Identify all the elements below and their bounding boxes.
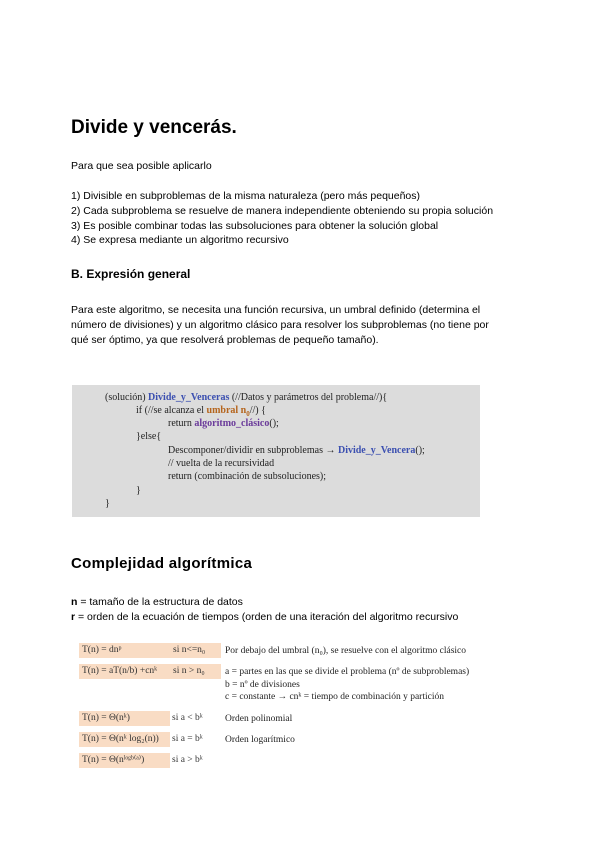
code-line: // vuelta de la recursividad bbox=[168, 458, 275, 469]
list-item: 4) Se expresa mediante un algoritmo recursivo bbox=[71, 234, 289, 247]
formula-cell: T(n) = Θ(nᵏ) bbox=[79, 711, 170, 726]
condition-cell: si n > n₀ bbox=[170, 664, 221, 679]
list-item: 3) Es posible combinar todas las subsoluciones para obtener la solución global bbox=[71, 219, 439, 232]
intro-text: Para que sea posible aplicarlo bbox=[71, 160, 212, 172]
condition-cell: si a < bᵏ bbox=[172, 713, 203, 723]
code-line: Descomponer/dividir en subproblemas → Divide_y_Vencera(); bbox=[168, 445, 425, 456]
formula-cell: T(n) = Θ(nᵏ log₂(n)) bbox=[79, 732, 170, 747]
list-item: 2) Cada subproblema se resuelve de manera independiente obteniendo su propia solución bbox=[71, 204, 494, 217]
description-cell: Orden polinomial bbox=[225, 714, 293, 724]
section-b-heading: B. Expresión general bbox=[71, 267, 191, 281]
code-line: }else{ bbox=[136, 431, 162, 442]
condition-cell: si a = bᵏ bbox=[172, 734, 203, 744]
code-line: } bbox=[136, 485, 141, 496]
code-line: if (//se alcanza el umbral $n_0//$) { bbox=[136, 405, 266, 418]
function-name: Divide_y_Venceras bbox=[148, 392, 230, 403]
paragraph-line: Para este algoritmo, se necesita una función recursiva, un umbral definido (determina el bbox=[71, 304, 481, 316]
list-item: 1) Divisible en subproblemas de la misma naturaleza (pero más pequeños) bbox=[71, 190, 421, 202]
threshold-label: umbral n bbox=[206, 405, 247, 416]
code-line: } bbox=[105, 498, 110, 509]
paragraph-line: qué ser óptimo, ya que resolverá problemas de pequeño tamaño). bbox=[71, 334, 379, 346]
description-cell: Por debajo del umbral (n₀), se resuelve con el algoritmo clásico bbox=[225, 646, 466, 656]
paragraph-line: número de divisiones) y un algoritmo clásico para resolver los subproblemas (no tiene por bbox=[71, 319, 489, 331]
formula-cell: T(n) = dnᵖ bbox=[79, 643, 170, 658]
definition-n: n = tamaño de la estructura de datos bbox=[71, 596, 243, 608]
function-name: Divide_y_Vencera bbox=[337, 445, 416, 456]
description-cell: c = constante → cnᵏ = tiempo de combinación y partición bbox=[225, 692, 444, 702]
code-line: return (combinación de subsoluciones); bbox=[168, 471, 327, 482]
condition-cell: si a > bᵏ bbox=[172, 755, 203, 765]
page-title: Divide y vencerás. bbox=[71, 117, 237, 138]
description-cell: a = partes en las que se divide el problema (nº de subproblemas) bbox=[225, 667, 470, 677]
formula-cell: T(n) = aT(n/b) +cnᵏ bbox=[79, 664, 170, 679]
definition-r: r = orden de la ecuación de tiempos (orden de una iteración del algoritmo recursivo bbox=[71, 610, 459, 623]
description-cell: Orden logarítmico bbox=[225, 735, 295, 745]
code-line: return algoritmo_clásico(); bbox=[168, 418, 279, 429]
complexity-heading: Complejidad algorítmica bbox=[71, 555, 253, 572]
description-cell: b = nº de divisiones bbox=[225, 680, 300, 690]
function-name: algoritmo_clásico bbox=[194, 418, 270, 429]
formula-cell: T(n) = Θ(nˡᵒᵍᵇ⁽ᵃ⁾) bbox=[79, 753, 170, 768]
code-line: (solución) Divide_y_Venceras (//Datos y parámetros del problema//){ bbox=[105, 392, 388, 403]
condition-cell: si n<=n₀ bbox=[170, 643, 221, 658]
